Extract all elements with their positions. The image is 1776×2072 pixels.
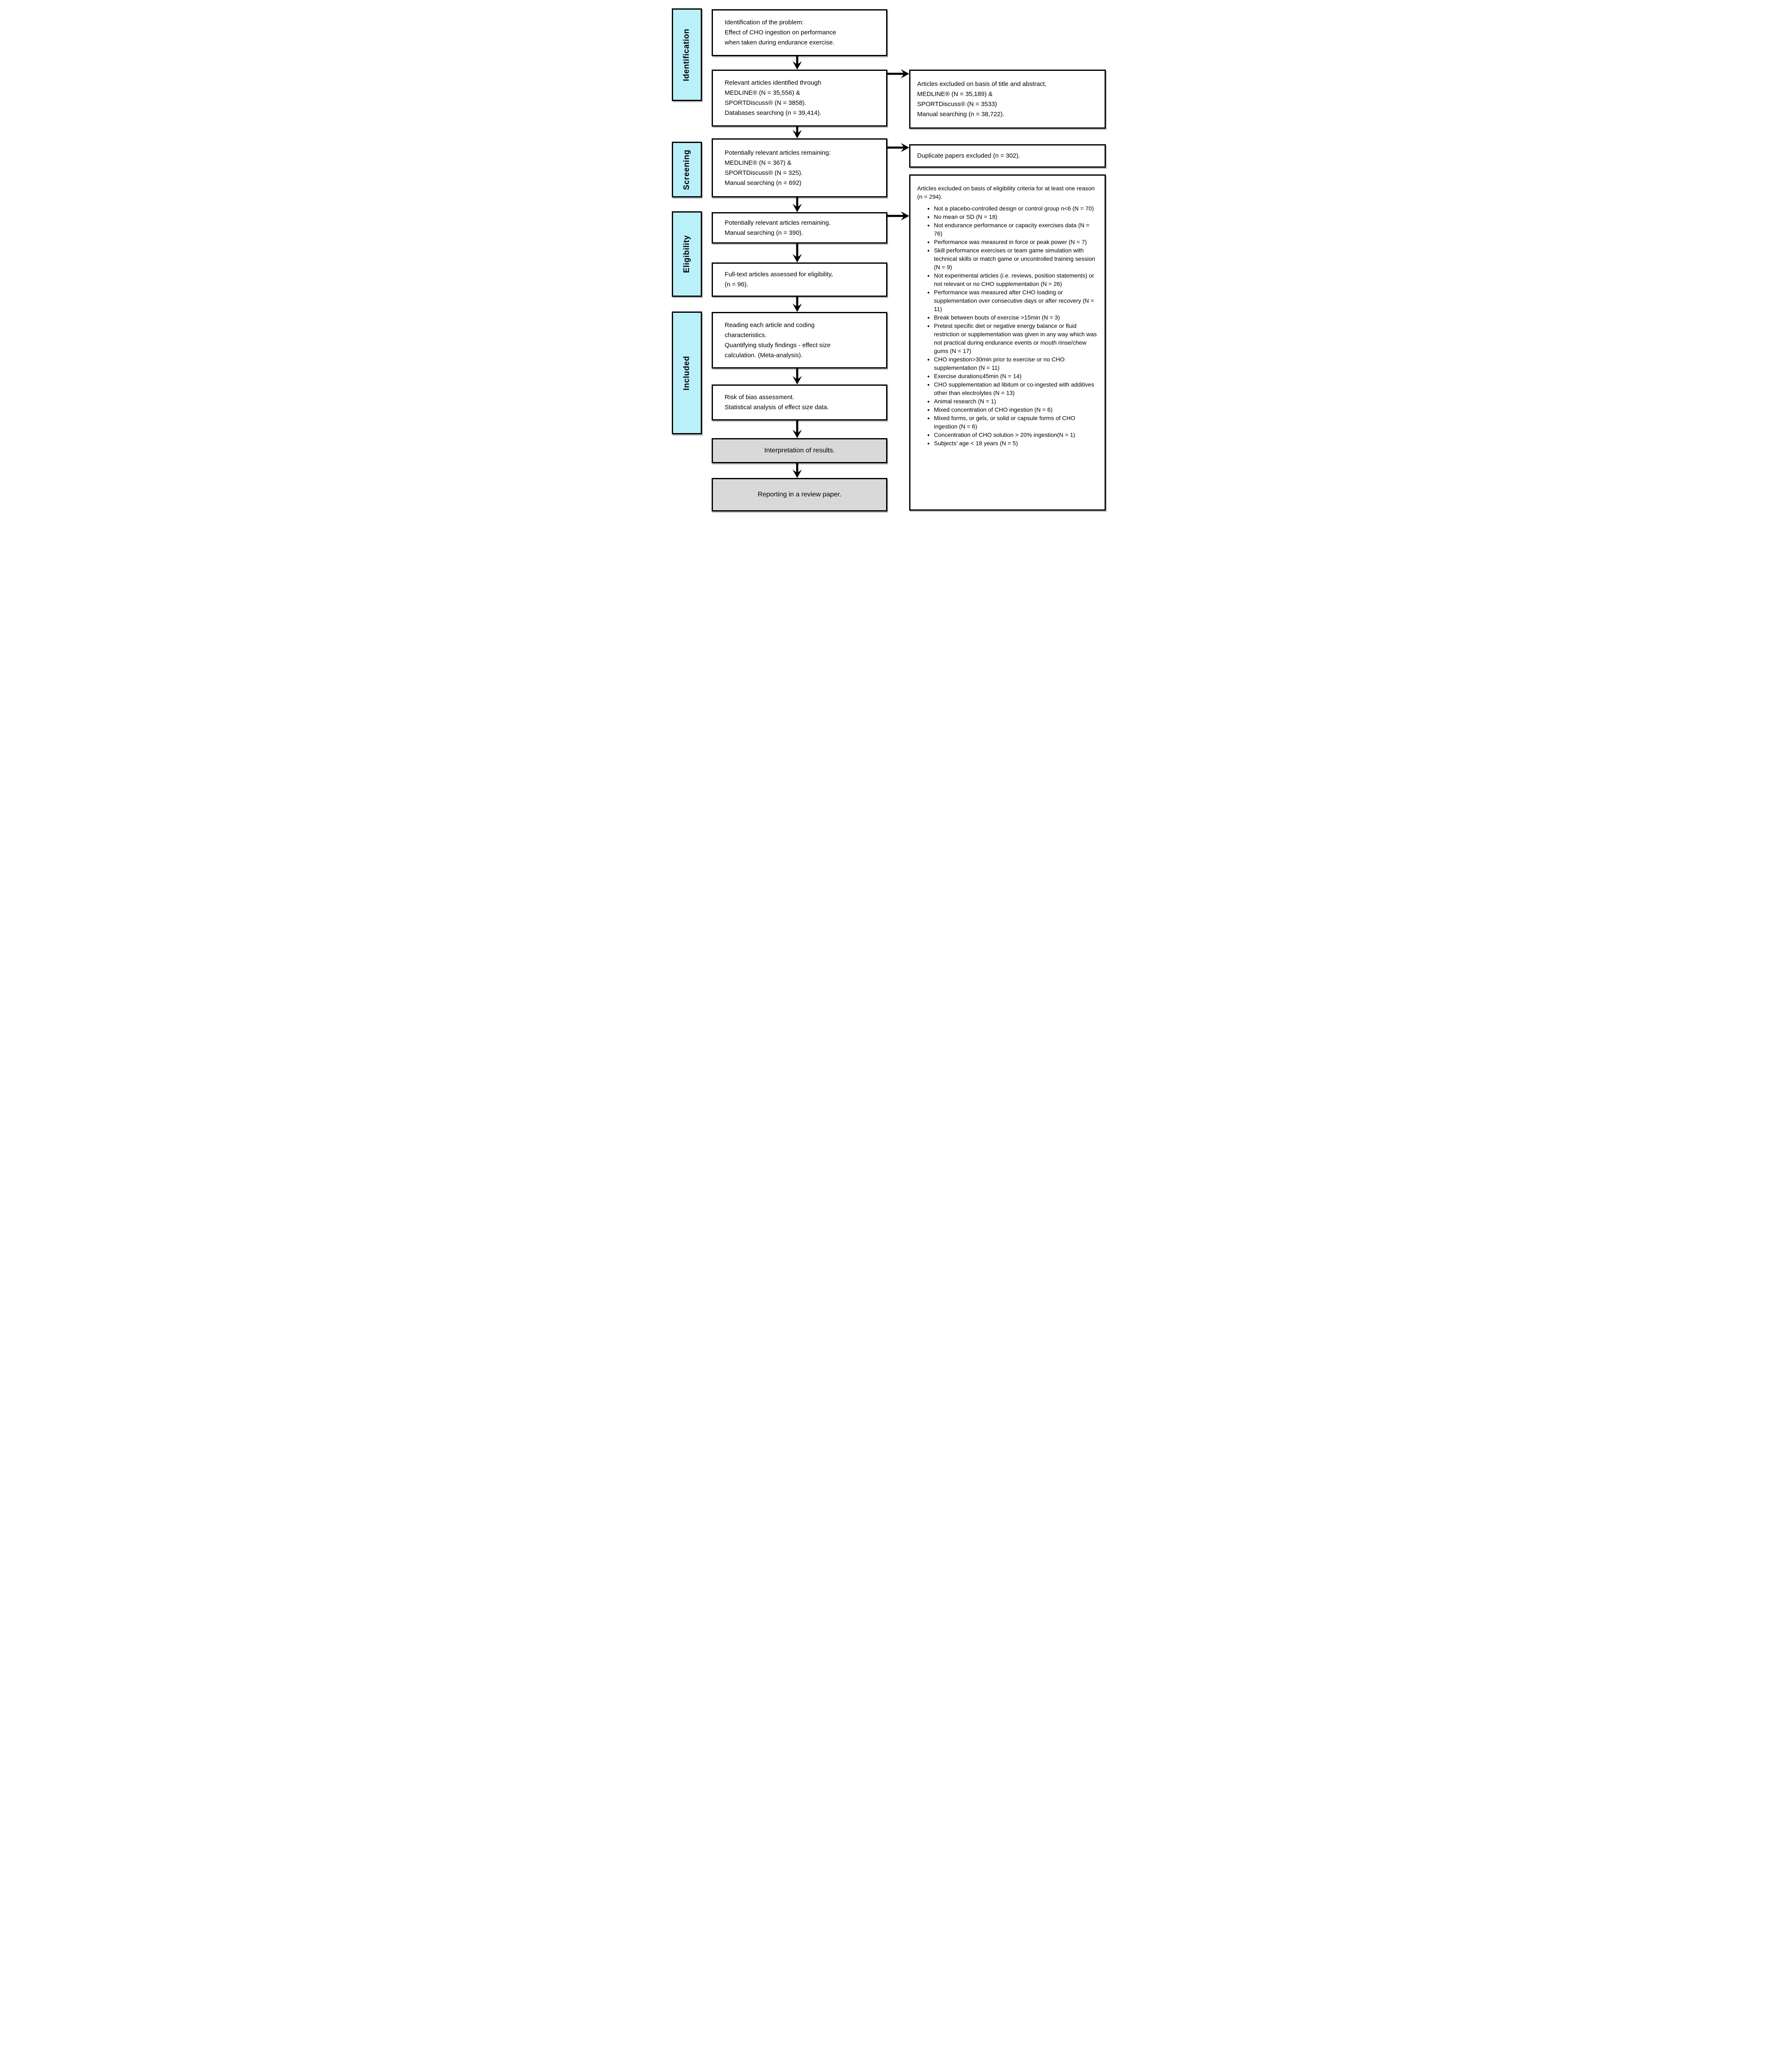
box-risk-of-bias — [712, 384, 887, 421]
box-fulltext-assessed-line: Full-text articles assessed for eligibility, — [725, 271, 833, 278]
box-excluded-eligibility-criteria — [909, 174, 1106, 511]
box-reading-coding-line: Reading each article and coding — [725, 321, 815, 329]
box-articles-identified — [712, 70, 887, 127]
box-reporting — [712, 478, 887, 512]
box-problem-line: Effect of CHO ingestion on performance — [725, 29, 836, 36]
exclusion-reason-item: • CHO ingestion>30min prior to exercise or no CHO supplementation (N = 11) — [934, 355, 1098, 372]
exclusion-reason-item: • Mixed concentration of CHO ingestion (N = 6) — [934, 405, 1098, 414]
box-screening-remaining — [712, 138, 887, 197]
box-articles-identified-line: MEDLINE® (N = 35,556) & — [725, 89, 800, 96]
arrow-risk-to-interpretation — [793, 421, 802, 438]
box-risk-of-bias-line: Risk of bias assessment. — [725, 394, 794, 401]
box-eligibility-remaining — [712, 212, 887, 244]
box-eligibility-remaining-line: Potentially relevant articles remaining. — [725, 219, 831, 226]
exclusion-reason-item: • Pretest specific diet or negative energy balance or fluid restriction or supplementation was given in any way which was not practical during endurance events or mouth rinse/chew gums (N = 17) — [934, 322, 1098, 355]
box-reporting-text: Reporting in a review paper. — [757, 491, 842, 498]
box-risk-of-bias-line: Statistical analysis of effect size data. — [725, 404, 829, 411]
box-excluded-title-abstract-line: MEDLINE® (N = 35,189) & — [917, 90, 993, 98]
arrow-screening-to-duplicates — [887, 143, 909, 152]
exclusion-reason-item: • Animal research (N = 1) — [934, 397, 1098, 405]
exclusion-reason-item: • Subjects’ age < 18 years (N = 5) — [934, 439, 1098, 447]
box-reading-coding-line: Quantifying study findings - effect size — [725, 341, 831, 349]
exclusion-reason-item: • Concentration of CHO solution > 20% ingestion(N = 1) — [934, 431, 1098, 439]
exclusion-reason-list — [917, 204, 1098, 447]
stage-label-included — [672, 312, 702, 434]
arrow-eligibility-to-excluded-criteria — [887, 211, 909, 221]
stage-label-eligibility-text: Eligibility — [682, 235, 692, 273]
box-reading-coding-line: calculation. (Meta-analysis). — [725, 351, 803, 359]
box-duplicates-excluded-text: Duplicate papers excluded (n = 302). — [917, 152, 1020, 159]
arrow-fulltext-to-reading — [793, 297, 802, 312]
box-fulltext-assessed-line: (n = 96). — [725, 281, 749, 288]
box-interpretation — [712, 438, 887, 463]
box-screening-remaining-line: SPORTDiscuss® (N = 325). — [725, 169, 803, 177]
exclusion-reason-item: • Break between bouts of exercise >15min (N = 3) — [934, 313, 1098, 322]
box-reading-coding — [712, 312, 887, 369]
box-articles-identified-line: Relevant articles identified through — [725, 79, 822, 86]
stage-label-screening-text: Screening — [682, 149, 691, 190]
arrow-identified-to-excluded-title — [887, 69, 909, 78]
exclusion-reason-item: • Exercise duration≤45min (N = 14) — [934, 372, 1098, 380]
exclusion-reason-item: • Skill performance exercises or team game simulation with technical skills or match game or uncontrolled training session (N = 9) — [934, 246, 1098, 271]
exclusion-reason-item: • Not experimental articles (i.e. reviews, position statements) or not relevant or no CHO supplementation (N = 26) — [934, 271, 1098, 288]
exclusion-reason-item: • Performance was measured in force or peak power (N = 7) — [934, 238, 1098, 246]
arrow-reading-to-risk — [793, 369, 802, 384]
box-eligibility-remaining-line: Manual searching (n = 390). — [725, 229, 803, 236]
arrow-interpretation-to-reporting — [793, 463, 802, 478]
exclusion-reason-item: • Mixed forms, or gels, or solid or capsule forms of CHO ingestion (N = 6) — [934, 414, 1098, 431]
stage-label-eligibility — [672, 211, 702, 297]
stage-label-screening — [672, 142, 702, 197]
arrow-identified-to-screening — [793, 127, 802, 138]
stage-label-identification — [672, 8, 702, 101]
box-reading-coding-line: characteristics. — [725, 331, 767, 339]
exclusion-reason-item: • No mean or SD (N = 18) — [934, 213, 1098, 221]
box-excluded-title-abstract — [909, 70, 1106, 129]
box-screening-remaining-line: Manual searching (n = 692) — [725, 179, 802, 187]
exclusion-reason-item: • Performance was measured after CHO loading or supplementation over consecutive days or after recovery (N = 11) — [934, 288, 1098, 313]
arrow-problem-to-identified — [793, 56, 802, 70]
box-articles-identified-line: Databases searching (n = 39,414). — [725, 109, 822, 117]
stage-label-included-text: Included — [682, 356, 691, 390]
box-problem-line: when taken during endurance exercise. — [725, 39, 835, 46]
exclusion-reason-item: • CHO supplementation ad libitum or co-ingested with additives other than electrolytes (N = 13) — [934, 380, 1098, 397]
box-articles-identified-line: SPORTDiscuss® (N = 3858). — [725, 99, 806, 106]
exclusion-criteria-intro: Articles excluded on basis of eligibility criteria for at least one reason (n = 294). — [917, 185, 1095, 200]
box-excluded-title-abstract-line: SPORTDiscuss® (N = 3533) — [917, 100, 997, 108]
box-excluded-title-abstract-line: Articles excluded on basis of title and abstract, — [917, 80, 1047, 88]
box-problem-identification — [712, 9, 887, 56]
box-problem-line: Identification of the problem: — [725, 19, 804, 26]
box-duplicates-excluded — [909, 144, 1106, 168]
stage-label-identification-text: Identification — [682, 28, 692, 81]
box-screening-remaining-line: MEDLINE® (N = 367) & — [725, 159, 792, 166]
arrow-eligibility-to-fulltext — [793, 244, 802, 262]
box-interpretation-text: Interpretation of results. — [764, 447, 835, 454]
exclusion-reason-item: • Not a placebo-controlled design or control group n<6 (N = 70) — [934, 204, 1098, 213]
exclusion-reason-item: • Not endurance performance or capacity exercises data (N = 76) — [934, 221, 1098, 238]
arrow-screening-to-eligibility — [793, 197, 802, 212]
box-screening-remaining-line: Potentially relevant articles remaining: — [725, 149, 831, 156]
box-fulltext-assessed — [712, 262, 887, 297]
prisma-flow-diagram — [666, 0, 1110, 518]
box-excluded-title-abstract-line: Manual searching (n = 38,722). — [917, 110, 1005, 118]
